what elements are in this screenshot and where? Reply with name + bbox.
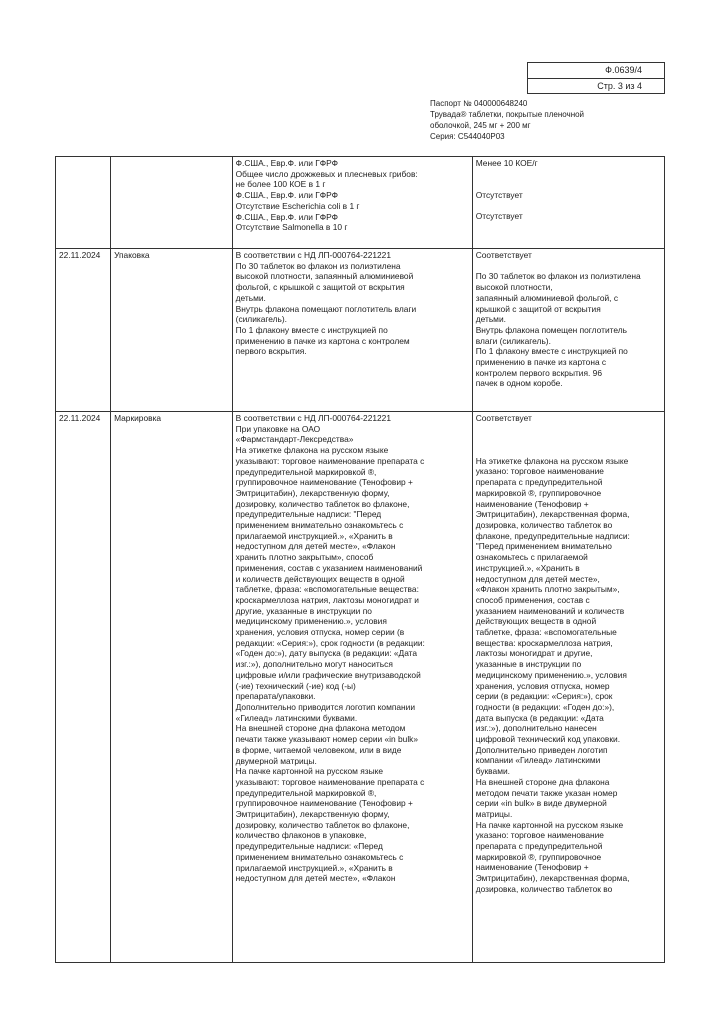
spec-line: предупредительной маркировкой ®, <box>235 466 377 477</box>
spec-line: хранить плотно закрытым», способ <box>235 552 374 563</box>
result-line: Отсутствует <box>475 190 523 201</box>
spec-line: Отсутствие Salmonella в 10 г <box>235 222 348 233</box>
result-line: пачек в одном коробе. <box>475 378 563 389</box>
result-line: По 1 флакону вместе с инструкцией по <box>475 346 628 357</box>
spec-line: группировочное наименование (Тенофовир + <box>235 477 413 488</box>
product-form: оболочкой, 245 мг + 200 мг <box>430 121 531 130</box>
table-row <box>56 157 665 249</box>
spec-line: предупредительные надписи: "Перед <box>235 509 382 520</box>
result-line: дата выпуска (в редакции: «Дата <box>475 712 604 723</box>
result-line: способ применения, состав с <box>475 594 590 605</box>
spec-line: применением внимательно ознакомьтесь с <box>235 851 404 862</box>
date-cell: 22.11.2024 <box>56 249 111 412</box>
spec-line: другие, указанные в инструкции по <box>235 605 372 616</box>
form-code: Ф.0639/4 <box>605 65 642 75</box>
spec-line: По 1 флакону вместе с инструкцией по <box>235 324 388 335</box>
spec-line: При упаковке на ОАО <box>235 423 321 434</box>
spec-line: детьми. <box>235 292 266 303</box>
result-line: Менее 10 КОЕ/г <box>475 158 538 168</box>
spec-line: недоступном для детей месте», «Флакон <box>235 541 396 552</box>
result-line: вещества: кроскармеллоза натрия, <box>475 637 613 648</box>
table-row <box>56 249 665 412</box>
spec-line: предупредительной маркировкой ®, <box>235 787 377 798</box>
spec-line: По 30 таблеток во флакон из полиэтилена <box>235 260 401 271</box>
result-line: таблетке, фраза: «вспомогательные <box>475 627 617 638</box>
spec-line: недоступном для детей месте», «Флакон <box>235 873 396 884</box>
spec-cell <box>232 157 472 249</box>
result-line: высокой плотности, <box>475 282 553 293</box>
spec-line: указывают: торговое наименование препарата с <box>235 776 425 787</box>
spec-line: На внешней стороне дна флакона методом <box>235 723 406 734</box>
result-line: наименование (Тенофовир + <box>475 498 589 509</box>
result-line: препарата с предупредительной <box>475 841 603 852</box>
spec-line: высокой плотности, запаянный алюминиевой <box>235 271 414 282</box>
spec-line: печати также указывают номер серии «in bulk» <box>235 734 419 745</box>
result-line: контролем первого вскрытия. 96 <box>475 367 602 378</box>
spec-line: Общее число дрожжевых и плесневых грибов: <box>235 168 418 179</box>
spec-line: кроскармеллоза натрия, лактозы моногидрат и <box>235 594 419 605</box>
spec-line: применения, состав с указанием наименований <box>235 562 423 573</box>
spec-line: Ф.США., Евр.Ф. или ГФРФ <box>235 190 339 201</box>
spec-line: дозировку, количество таблеток во флаконе, <box>235 819 410 830</box>
result-line: указанием наименований и количеств <box>475 605 625 616</box>
result-line <box>476 169 661 180</box>
spec-line: цифровые и/или графические внутризаводской <box>235 669 421 680</box>
spec-line: Внутрь флакона помещают поглотитель влаги <box>235 303 417 314</box>
result-line: маркировкой ®, группировочное <box>475 851 602 862</box>
spec-line: дозировку, количество таблеток во флаконе, <box>235 498 410 509</box>
form-code-box <box>527 62 665 94</box>
result-line: маркировкой ®, группировочное <box>475 487 602 498</box>
spec-cell <box>232 412 472 963</box>
result-line: Внутрь флакона помещен поглотитель <box>475 324 627 335</box>
result-line <box>476 424 661 435</box>
result-line: На внешней стороне дна флакона <box>475 776 610 787</box>
spec-line: и количеств действующих веществ в одной <box>235 573 405 584</box>
spec-line: редакции: «Серия:»), срок годности (в редакции: <box>235 637 425 648</box>
spec-line: двумерной матрицы. <box>235 755 317 766</box>
result-line: детьми. <box>475 314 506 325</box>
result-line: лактозы моногидрат и другие, <box>475 648 593 659</box>
result-line: "Перед применением внимательно <box>475 541 612 552</box>
spec-line: Ф.США., Евр.Ф. или ГФРФ <box>235 211 339 222</box>
result-line: Соответствует <box>475 250 532 260</box>
spec-line: «Годен до:»), дату выпуска (в редакции: «Дата <box>235 648 418 659</box>
spec-line: В соответствии с НД ЛП-000764-221221 <box>235 250 391 260</box>
result-line: препарата с предупредительной <box>475 477 603 488</box>
spec-line: хранения, условия отпуска, номер серии (в <box>235 627 405 638</box>
passport-header <box>430 98 610 142</box>
result-line <box>476 434 661 445</box>
result-line: ознакомьтесь с прилагаемой <box>475 552 588 563</box>
spec-line: группировочное наименование (Тенофовир + <box>235 798 413 809</box>
spec-line: Дополнительно приводится логотип компании <box>235 701 416 712</box>
result-line: цифровой технический код упаковки. <box>475 734 621 745</box>
spec-line: применением внимательно ознакомьтесь с <box>235 520 404 531</box>
spec-line: (силикагель). <box>235 314 287 325</box>
result-line: годности (в редакции: «Годен до:»), <box>475 701 615 712</box>
spec-line: изг.:»), дополнительно могут наноситься <box>235 659 393 670</box>
test-results-table <box>55 156 665 963</box>
batch-number: Серия: С544040Р03 <box>430 132 505 141</box>
spec-line: прилагаемой инструкцией.», «Хранить в <box>235 862 393 873</box>
result-line: Соответствует <box>475 413 532 423</box>
result-line: дозировка, количество таблеток во <box>475 883 613 894</box>
result-line: медицинскому применению.», условия <box>475 669 627 680</box>
result-line: применению в пачке из картона с <box>475 357 607 368</box>
result-line: На этикетке флакона на русском языке <box>475 455 629 466</box>
result-line <box>476 261 661 272</box>
result-line: указано: торговое наименование <box>475 830 604 841</box>
result-line: указанные в инструкции по <box>475 659 582 670</box>
result-line: инструкцией.», «Хранить в <box>475 562 580 573</box>
spec-line: На этикетке флакона на русском языке <box>235 445 389 456</box>
result-line: недоступном для детей месте», <box>475 573 600 584</box>
passport-number: Паспорт № 040000648240 <box>430 99 528 108</box>
table-row <box>56 412 665 963</box>
result-line: флаконе, предупредительные надписи: <box>475 530 630 541</box>
result-line: влаги (силикагель). <box>475 335 551 346</box>
test-name-cell: Маркировка <box>111 412 233 963</box>
spec-line: прилагаемой инструкцией.», «Хранить в <box>235 530 393 541</box>
spec-cell <box>232 249 472 412</box>
result-line: указано: торговое наименование <box>475 466 604 477</box>
spec-line: «Гилеад» латинскими буквами. <box>235 712 358 723</box>
result-cell <box>472 249 664 412</box>
test-name-cell: Упаковка <box>111 249 233 412</box>
spec-line: предупредительные надписи: «Перед <box>235 841 383 852</box>
result-line: По 30 таблеток во флакон из полиэтилена <box>475 271 641 282</box>
result-line: хранения, условия отпуска, номер <box>475 680 610 691</box>
result-line: Эмтрицитабин), лекарственная форма, <box>475 509 630 520</box>
date-cell <box>56 157 111 249</box>
result-line: методом печати также указан номер <box>475 787 618 798</box>
result-line: запаянный алюминиевой фольгой, с <box>475 292 619 303</box>
spec-line: Ф.США., Евр.Ф. или ГФРФ <box>235 158 339 168</box>
result-line: действующих веществ в одной <box>475 616 597 627</box>
result-cell <box>472 412 664 963</box>
result-line: дозировка, количество таблеток во <box>475 519 613 530</box>
result-line: изг.:»), дополнительно нанесен <box>475 723 597 734</box>
spec-line: таблетке, фраза: «вспомогательные вещества: <box>235 584 419 595</box>
spec-line: указывают: торговое наименование препарата с <box>235 455 425 466</box>
spec-line: не более 100 КОЕ в 1 г <box>235 179 326 190</box>
result-line: матрицы. <box>475 808 513 819</box>
result-line <box>476 201 661 212</box>
product-name: Трувада® таблетки, покрытые пленочной <box>430 110 585 119</box>
test-name-cell <box>111 157 233 249</box>
spec-line: фольгой, с крышкой с защитой от вскрытия <box>235 282 405 293</box>
result-line: «Флакон хранить плотно закрытым», <box>475 584 620 595</box>
result-cell <box>472 157 664 249</box>
spec-line: В соответствии с НД ЛП-000764-221221 <box>235 413 391 423</box>
spec-line: применению в пачке из картона с контролем <box>235 335 410 346</box>
result-line <box>476 179 661 190</box>
spec-line: «Фармстандарт-Лексредства» <box>235 434 354 445</box>
result-line: серии (в редакции: «Серия:»), срок <box>475 691 613 702</box>
result-line: крышкой с защитой от вскрытия <box>475 303 601 314</box>
spec-line: медицинскому применению.», условия <box>235 616 387 627</box>
spec-line: (-ие) технический (-ие) код (-ы) <box>235 680 356 691</box>
result-line: На пачке картонной на русском языке <box>475 819 624 830</box>
result-line: Эмтрицитабин), лекарственная форма, <box>475 873 630 884</box>
result-line: наименование (Тенофовир + <box>475 862 589 873</box>
result-line: компании «Гилеад» латинскими <box>475 755 601 766</box>
spec-line: препарата/упаковки. <box>235 691 316 702</box>
result-line: Отсутствует <box>475 211 523 222</box>
spec-line: Эмтрицитабин), лекарственную форму, <box>235 487 390 498</box>
spec-line: Эмтрицитабин), лекарственную форму, <box>235 809 390 820</box>
result-line: Дополнительно приведен логотип <box>475 744 608 755</box>
result-line: буквами. <box>475 766 510 777</box>
spec-line: в форме, читаемой человеком, или в виде <box>235 744 402 755</box>
spec-line: Отсутствие Escherichia coli в 1 г <box>235 200 360 211</box>
result-line: серии «in bulk» в виде двумерной <box>475 798 607 809</box>
spec-line: количество флаконов в упаковке, <box>235 830 367 841</box>
date-cell: 22.11.2024 <box>56 412 111 963</box>
page-number: Стр. 3 из 4 <box>528 78 664 94</box>
spec-line: первого вскрытия. <box>235 346 307 357</box>
spec-line: На пачке картонной на русском языке <box>235 766 384 777</box>
result-line <box>476 445 661 456</box>
